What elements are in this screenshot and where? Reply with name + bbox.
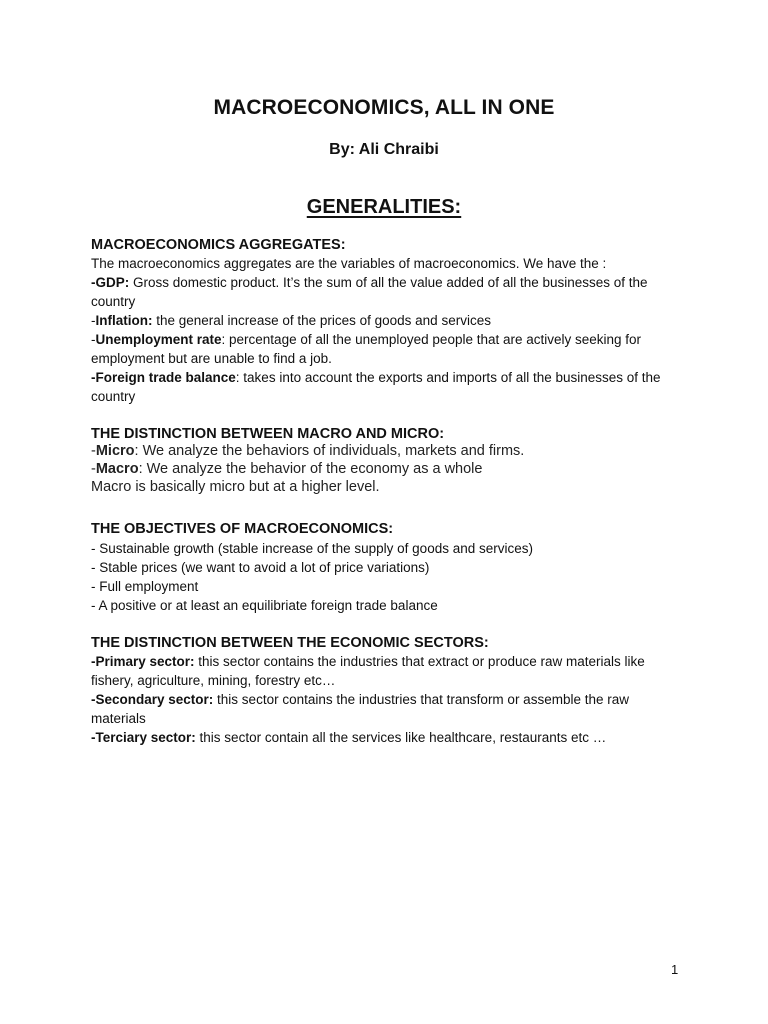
macro-label: Macro	[95, 461, 139, 477]
foreign-trade-line-cont: country	[91, 389, 136, 404]
secondary-sector-line	[91, 692, 629, 707]
secondary-sector-line-cont: materials	[91, 711, 146, 726]
objective-item: - Stable prices (we want to avoid a lot of price variations)	[91, 560, 430, 575]
sectors-heading: THE DISTINCTION BETWEEN THE ECONOMIC SECTORS:	[91, 635, 489, 651]
terciary-sector-line	[91, 730, 606, 745]
aggregates-intro: The macroeconomics aggregates are the variables of macroeconomics. We have the :	[91, 256, 607, 271]
primary-sector-label: -Primary sector:	[91, 654, 195, 669]
foreign-trade-line	[91, 370, 661, 385]
terciary-sector-label: -Terciary sector:	[91, 730, 196, 745]
primary-sector-line	[91, 654, 645, 669]
unemployment-line-cont: employment but are unable to find a job.	[91, 351, 332, 366]
unemployment-line	[91, 332, 641, 347]
document-author: By: Ali Chraibi	[329, 141, 439, 158]
primary-sector-line-cont: fishery, agriculture, mining, forestry etc…	[91, 673, 336, 688]
unemployment-label: Unemployment rate	[95, 332, 222, 347]
macro-micro-note: Macro is basically micro but at a higher level.	[91, 479, 380, 495]
gdp-label: -GDP:	[91, 275, 130, 290]
secondary-sector-label: -Secondary sector:	[91, 692, 214, 707]
inflation-label: Inflation:	[95, 313, 153, 328]
foreign-trade-text: : takes into account the exports and imports of all the businesses of the	[235, 370, 661, 385]
gdp-line-cont: country	[91, 294, 136, 309]
gdp-text: Gross domestic product. It’s the sum of all the value added of all the businesses of the	[129, 275, 648, 290]
secondary-sector-text: this sector contains the industries that transform or assemble the raw	[213, 692, 629, 707]
inflation-text: the general increase of the prices of goods and services	[152, 313, 491, 328]
page-number: 1	[671, 962, 679, 977]
unemployment-text: : percentage of all the unemployed people that are actively seeking for	[221, 332, 642, 347]
objectives-heading: THE OBJECTIVES OF MACROECONOMICS:	[91, 521, 394, 537]
document-title: MACROECONOMICS, ALL IN ONE	[213, 96, 555, 119]
macro-text: : We analyze the behavior of the economy as a whole	[138, 461, 483, 477]
terciary-sector-text: this sector contain all the services like healthcare, restaurants etc …	[195, 730, 607, 745]
primary-sector-text: this sector contains the industries that extract or produce raw materials like	[194, 654, 645, 669]
macro-prefix: -	[91, 461, 96, 477]
objective-item: - A positive or at least an equilibriate foreign trade balance	[91, 598, 438, 613]
micro-label: Micro	[95, 443, 135, 459]
aggregates-heading: MACROECONOMICS AGGREGATES:	[91, 237, 346, 253]
section-heading-generalities: GENERALITIES:	[306, 196, 462, 218]
distinction-heading: THE DISTINCTION BETWEEN MACRO AND MICRO:	[91, 426, 445, 442]
micro-line	[91, 443, 524, 459]
inflation-prefix: -	[91, 313, 96, 328]
objective-item: - Sustainable growth (stable increase of the supply of goods and services)	[91, 541, 533, 556]
objective-item: - Full employment	[91, 579, 199, 594]
unemployment-prefix: -	[91, 332, 96, 347]
macro-line	[91, 461, 482, 477]
inflation-line	[91, 313, 491, 328]
micro-text: : We analyze the behaviors of individuals, markets and firms.	[134, 443, 525, 459]
foreign-trade-label: -Foreign trade balance	[91, 370, 236, 385]
micro-prefix: -	[91, 443, 96, 459]
gdp-line	[91, 275, 648, 290]
